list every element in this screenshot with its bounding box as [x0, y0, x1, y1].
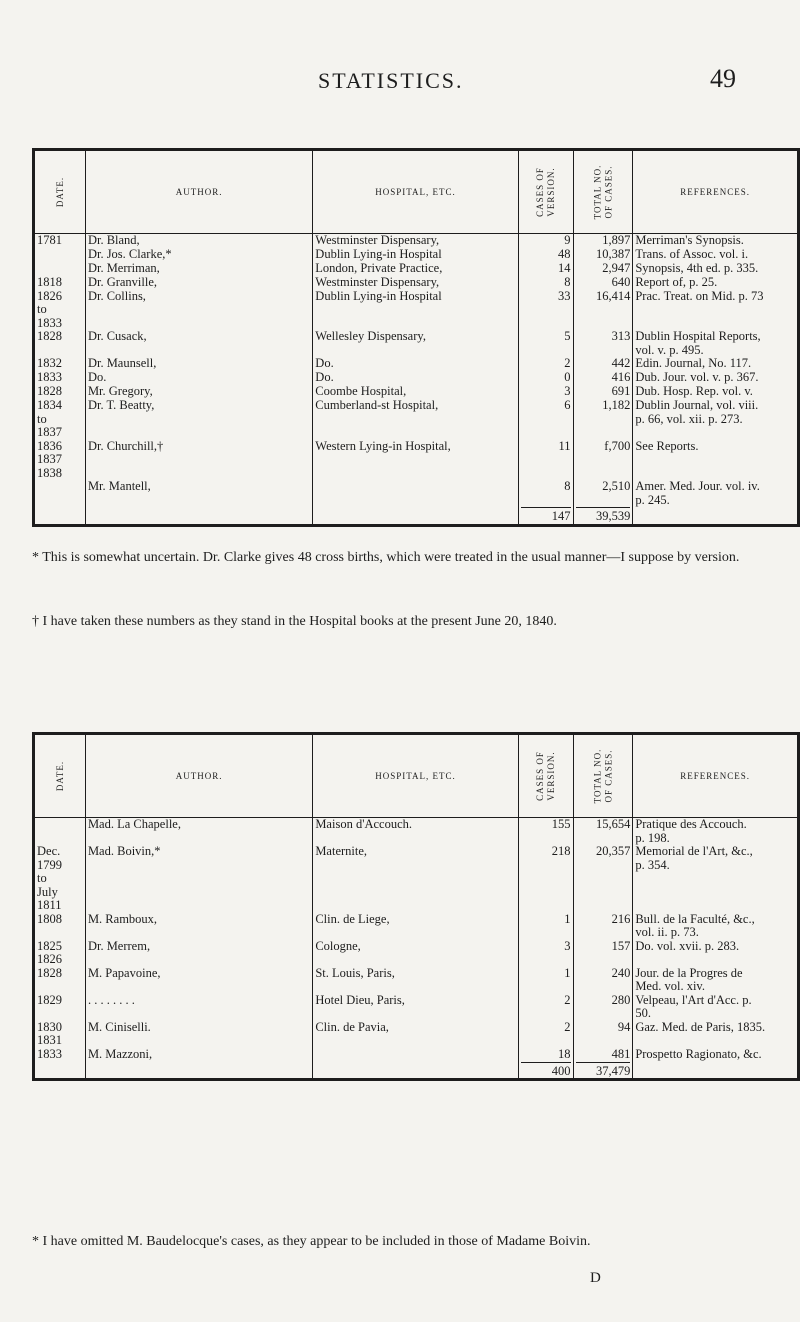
hospital-cell: Hotel Dieu, Paris,	[313, 994, 518, 1021]
statistics-table-1	[32, 148, 800, 527]
date-cell	[34, 262, 86, 276]
cases-cell: 2	[518, 357, 573, 371]
total-cell: 157	[573, 940, 633, 967]
hospital-cell: Dublin Lying-in Hospital	[313, 290, 518, 331]
cases-cell: 1	[518, 913, 573, 940]
date-cell: 1818	[34, 276, 86, 290]
reference-cell: Trans. of Assoc. vol. i.	[633, 248, 799, 262]
total-cell: 94	[573, 1021, 633, 1048]
hospital-cell: Clin. de Liege,	[313, 913, 518, 940]
reference-cell: Dub. Hosp. Rep. vol. v.	[633, 385, 799, 399]
table-row	[34, 385, 799, 399]
hospital-cell: London, Private Practice,	[313, 262, 518, 276]
hospital-cell: Westminster Dispensary,	[313, 276, 518, 290]
table-header-row	[34, 734, 799, 818]
reference-cell: Amer. Med. Jour. vol. iv. p. 245.	[633, 480, 799, 507]
date-cell: 1833	[34, 371, 86, 385]
date-cell: 1829	[34, 994, 86, 1021]
author-cell: . . . . . . . .	[85, 994, 312, 1021]
author-cell: M. Ciniselli.	[85, 1021, 312, 1048]
author-cell: Dr. Granville,	[85, 276, 312, 290]
header-total-cases: TOTAL NO. OF CASES.	[573, 734, 633, 818]
date-cell: Dec. 1799 to July 1811	[34, 845, 86, 913]
date-cell: 1832	[34, 357, 86, 371]
cases-cell: 2	[518, 1021, 573, 1048]
hospital-cell	[313, 480, 518, 507]
header-date: DATE.	[34, 734, 86, 818]
author-cell: M. Ramboux,	[85, 913, 312, 940]
reference-cell: Report of, p. 25.	[633, 276, 799, 290]
reference-cell: Merriman's Synopsis.	[633, 234, 799, 248]
total-cell: 240	[573, 967, 633, 994]
table-row	[34, 290, 799, 331]
hospital-cell: Clin. de Pavia,	[313, 1021, 518, 1048]
cases-total-cell	[518, 1062, 573, 1080]
total-cell: 2,510	[573, 480, 633, 507]
page-title: STATISTICS.	[318, 68, 464, 93]
date-cell: 1828	[34, 385, 86, 399]
date-cell: 1828	[34, 967, 86, 994]
signature-letter: D	[590, 1270, 601, 1286]
reference-cell: Bull. de la Faculté, &c., vol. ii. p. 73.	[633, 913, 799, 940]
hospital-cell: Cumberland-st Hospital,	[313, 399, 518, 440]
date-cell: 1828	[34, 330, 86, 357]
total-cell: 1,182	[573, 399, 633, 440]
reference-cell: Velpeau, l'Art d'Acc. p. 50.	[633, 994, 799, 1021]
cases-cell: 155	[518, 818, 573, 846]
reference-cell: Prospetto Ragionato, &c.	[633, 1048, 799, 1062]
author-cell: Dr. Merrem,	[85, 940, 312, 967]
reference-cell: See Reports.	[633, 440, 799, 481]
reference-cell: Memorial de l'Art, &c., p. 354.	[633, 845, 799, 913]
table-row	[34, 330, 799, 357]
reference-cell: Pratique des Accouch. p. 198.	[633, 818, 799, 846]
total-cell: 416	[573, 371, 633, 385]
author-cell: Dr. Merriman,	[85, 262, 312, 276]
table-row	[34, 1048, 799, 1062]
author-cell: M. Mazzoni,	[85, 1048, 312, 1062]
table-row	[34, 262, 799, 276]
reference-cell: Dublin Journal, vol. viii. p. 66, vol. xii. p. 273.	[633, 399, 799, 440]
hospital-cell: Wellesley Dispensary,	[313, 330, 518, 357]
table-row	[34, 1021, 799, 1048]
table-row	[34, 818, 799, 846]
table-row	[34, 357, 799, 371]
header-cases-of-version: CASES OF VERSION.	[518, 150, 573, 234]
grand-total-cell	[573, 507, 633, 525]
footnote-churchill: † I have taken these numbers as they stand in the Hospital books at the present June 20, 1840.	[32, 614, 557, 629]
date-cell: 1826 to 1833	[34, 290, 86, 331]
author-cell: Mr. Mantell,	[85, 480, 312, 507]
hospital-cell: Maison d'Accouch.	[313, 818, 518, 846]
date-cell	[34, 248, 86, 262]
cases-cell: 3	[518, 385, 573, 399]
total-cell: 280	[573, 994, 633, 1021]
cases-cell: 11	[518, 440, 573, 481]
table-header-row	[34, 150, 799, 234]
author-cell: Dr. Churchill,†	[85, 440, 312, 481]
header-references: REFERENCES.	[633, 734, 799, 818]
cases-cell: 3	[518, 940, 573, 967]
cases-total: 147	[521, 507, 571, 524]
reference-cell: Jour. de la Progres de Med. vol. xiv.	[633, 967, 799, 994]
reference-cell: Do. vol. xvii. p. 283.	[633, 940, 799, 967]
total-cell: 640	[573, 276, 633, 290]
cases-cell: 18	[518, 1048, 573, 1062]
hospital-cell: Westminster Dispensary,	[313, 234, 518, 248]
date-cell	[34, 818, 86, 846]
cases-total: 400	[521, 1062, 571, 1079]
table-row	[34, 371, 799, 385]
header-cases-of-version: CASES OF VERSION.	[518, 734, 573, 818]
author-cell: Dr. Cusack,	[85, 330, 312, 357]
total-cell: 216	[573, 913, 633, 940]
page-number: 49	[710, 64, 736, 93]
reference-cell: Dub. Jour. vol. v. p. 367.	[633, 371, 799, 385]
cases-cell: 8	[518, 276, 573, 290]
grand-total-cell	[573, 1062, 633, 1080]
cases-cell: 6	[518, 399, 573, 440]
hospital-cell	[313, 1062, 518, 1080]
running-head	[0, 60, 800, 100]
grand-total: 37,479	[576, 1062, 631, 1079]
hospital-cell	[313, 1048, 518, 1062]
header-author: AUTHOR.	[85, 734, 312, 818]
total-cell: 2,947	[573, 262, 633, 276]
table-row	[34, 440, 799, 481]
date-cell	[34, 480, 86, 507]
date-cell	[34, 1062, 86, 1080]
table-row	[34, 845, 799, 913]
author-cell: Do.	[85, 371, 312, 385]
author-cell: Mr. Gregory,	[85, 385, 312, 399]
footnote-clarke: * This is somewhat uncertain. Dr. Clarke gives 48 cross births, which were treated in the usual manner—I suppose by version.	[32, 550, 740, 565]
reference-cell: Prac. Treat. on Mid. p. 73	[633, 290, 799, 331]
cases-cell: 8	[518, 480, 573, 507]
header-author: AUTHOR.	[85, 150, 312, 234]
total-cell: 691	[573, 385, 633, 399]
cases-cell: 218	[518, 845, 573, 913]
total-cell: 442	[573, 357, 633, 371]
footnote-boivin: * I have omitted M. Baudelocque's cases, as they appear to be included in those of Madame Boivin.	[32, 1234, 591, 1249]
grand-total: 39,539	[576, 507, 631, 524]
date-cell: 1834 to 1837	[34, 399, 86, 440]
hospital-cell: Do.	[313, 371, 518, 385]
reference-cell: Synopsis, 4th ed. p. 335.	[633, 262, 799, 276]
table-row	[34, 994, 799, 1021]
cases-cell: 48	[518, 248, 573, 262]
author-cell: Mad. La Chapelle,	[85, 818, 312, 846]
header-references: REFERENCES.	[633, 150, 799, 234]
total-cell: f,700	[573, 440, 633, 481]
table-row	[34, 248, 799, 262]
date-cell: 1830 1831	[34, 1021, 86, 1048]
date-cell: 1825 1826	[34, 940, 86, 967]
table-row	[34, 940, 799, 967]
author-cell: Mad. Boivin,*	[85, 845, 312, 913]
hospital-cell: St. Louis, Paris,	[313, 967, 518, 994]
date-cell: 1833	[34, 1048, 86, 1062]
author-cell: Dr. Maunsell,	[85, 357, 312, 371]
author-cell	[85, 507, 312, 525]
cases-cell: 5	[518, 330, 573, 357]
header-total-cases: TOTAL NO. OF CASES.	[573, 150, 633, 234]
cases-cell: 1	[518, 967, 573, 994]
header-hospital: HOSPITAL, ETC.	[313, 150, 518, 234]
date-cell	[34, 507, 86, 525]
author-cell: M. Papavoine,	[85, 967, 312, 994]
hospital-cell: Dublin Lying-in Hospital	[313, 248, 518, 262]
cases-cell: 14	[518, 262, 573, 276]
hospital-cell: Do.	[313, 357, 518, 371]
cases-cell: 2	[518, 994, 573, 1021]
statistics-table-2	[32, 732, 800, 1081]
cases-cell: 0	[518, 371, 573, 385]
total-cell: 20,357	[573, 845, 633, 913]
totals-row	[34, 507, 799, 525]
hospital-cell: Western Lying-in Hospital,	[313, 440, 518, 481]
author-cell: Dr. Collins,	[85, 290, 312, 331]
reference-cell: Gaz. Med. de Paris, 1835.	[633, 1021, 799, 1048]
date-cell: 1781	[34, 234, 86, 248]
header-hospital: HOSPITAL, ETC.	[313, 734, 518, 818]
cases-cell: 33	[518, 290, 573, 331]
total-cell: 16,414	[573, 290, 633, 331]
total-cell: 1,897	[573, 234, 633, 248]
table-row	[34, 399, 799, 440]
total-cell: 15,654	[573, 818, 633, 846]
hospital-cell	[313, 507, 518, 525]
cases-total-cell	[518, 507, 573, 525]
total-cell: 313	[573, 330, 633, 357]
reference-cell: Edin. Journal, No. 117.	[633, 357, 799, 371]
total-cell: 10,387	[573, 248, 633, 262]
table-row	[34, 234, 799, 248]
reference-cell	[633, 1062, 799, 1080]
table-row	[34, 276, 799, 290]
author-cell: Dr. T. Beatty,	[85, 399, 312, 440]
date-cell: 1808	[34, 913, 86, 940]
header-date: DATE.	[34, 150, 86, 234]
date-cell: 1836 1837 1838	[34, 440, 86, 481]
reference-cell	[633, 507, 799, 525]
author-cell: Dr. Jos. Clarke,*	[85, 248, 312, 262]
author-cell: Dr. Bland,	[85, 234, 312, 248]
cases-cell: 9	[518, 234, 573, 248]
hospital-cell: Coombe Hospital,	[313, 385, 518, 399]
hospital-cell: Maternite,	[313, 845, 518, 913]
table-row	[34, 480, 799, 507]
hospital-cell: Cologne,	[313, 940, 518, 967]
reference-cell: Dublin Hospital Reports, vol. v. p. 495.	[633, 330, 799, 357]
total-cell: 481	[573, 1048, 633, 1062]
totals-row	[34, 1062, 799, 1080]
table-row	[34, 913, 799, 940]
author-cell	[85, 1062, 312, 1080]
table-row	[34, 967, 799, 994]
